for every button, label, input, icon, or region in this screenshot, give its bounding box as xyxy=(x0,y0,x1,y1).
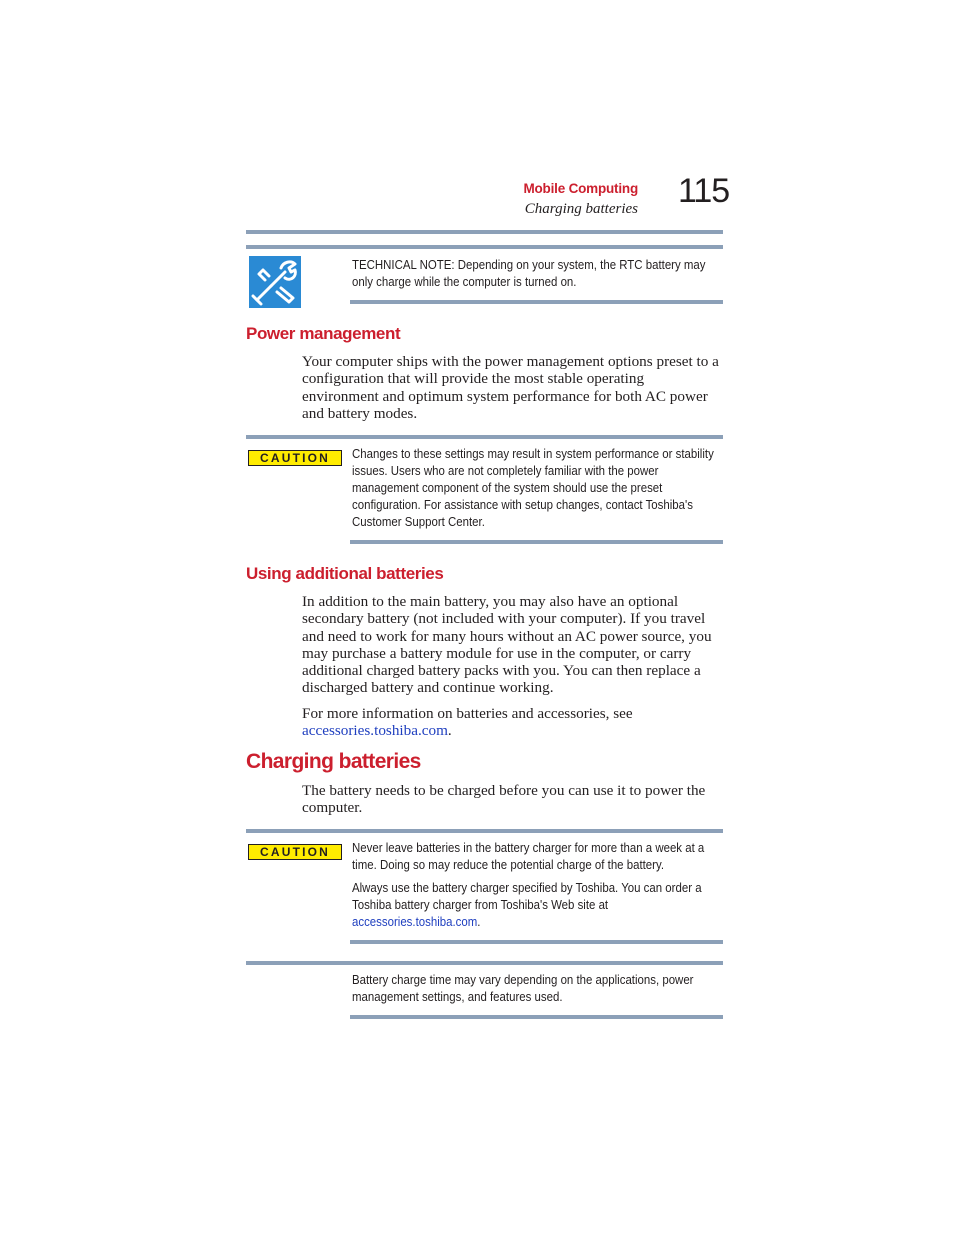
tech-note-text: TECHNICAL NOTE: Depending on your system, the RTC battery may only charge while the computer is turned on. xyxy=(352,257,706,289)
caution2-bottom-rule xyxy=(350,940,723,944)
wrench-icon xyxy=(249,256,301,308)
caution1-text: Changes to these settings may result in system performance or stability issues. Users who are not completely familiar with the power management component of the system should use the preset configuration. For assistance with setup changes, contact Toshiba's Customer Support Center. xyxy=(352,446,714,529)
header-rule xyxy=(246,230,723,234)
running-header-subsection: Charging batteries xyxy=(524,201,638,217)
accessories-link[interactable]: accessories.toshiba.com xyxy=(352,914,478,929)
heading-power-management: Power management xyxy=(246,324,401,343)
tech-note-top-rule xyxy=(246,245,723,249)
accessories-link[interactable]: accessories.toshiba.com xyxy=(302,722,448,740)
caution-badge: CAUTION xyxy=(248,844,342,860)
note-bottom-rule xyxy=(350,1015,723,1019)
heading-additional-batteries: Using additional batteries xyxy=(246,564,444,583)
page-number: 115 xyxy=(678,172,730,210)
note-top-rule xyxy=(246,961,723,965)
tech-note-bottom-rule xyxy=(350,300,723,304)
caution2-top-rule xyxy=(246,829,723,833)
caution1-top-rule xyxy=(246,435,723,439)
caution1-bottom-rule xyxy=(350,540,723,544)
caution2-text: Never leave batteries in the battery charger for more than a week at a time. Doing so may reduce the potential charge of the battery. Always use the battery charger specified by Toshiba. You can order a Toshiba battery charger from Toshiba's Web site at accessories.toshiba.com. xyxy=(352,840,705,929)
charge-time-note: Battery charge time may vary depending on the applications, power management settings, and features used. xyxy=(352,972,694,1004)
power-management-body: Your computer ships with the power management options preset to a configuration that will provide the most stable operating environment and optimum system performance for both AC power and battery modes. xyxy=(302,353,719,422)
running-header-section: Mobile Computing xyxy=(523,181,638,196)
charging-body: The battery needs to be charged before you can use it to power the computer. xyxy=(302,782,706,817)
heading-charging-batteries: Charging batteries xyxy=(246,750,421,773)
additional-batteries-body: In addition to the main battery, you may also have an optional secondary battery (not included with your computer). If you travel and need to work for many hours without an AC power source, you may purchase a battery module for use in the computer, or carry additional charged battery packs with you. You can then replace a discharged battery and continue working. For more information on batteries and accessories, see accessories.toshiba.com. xyxy=(302,593,712,740)
caution-badge: CAUTION xyxy=(248,450,342,466)
